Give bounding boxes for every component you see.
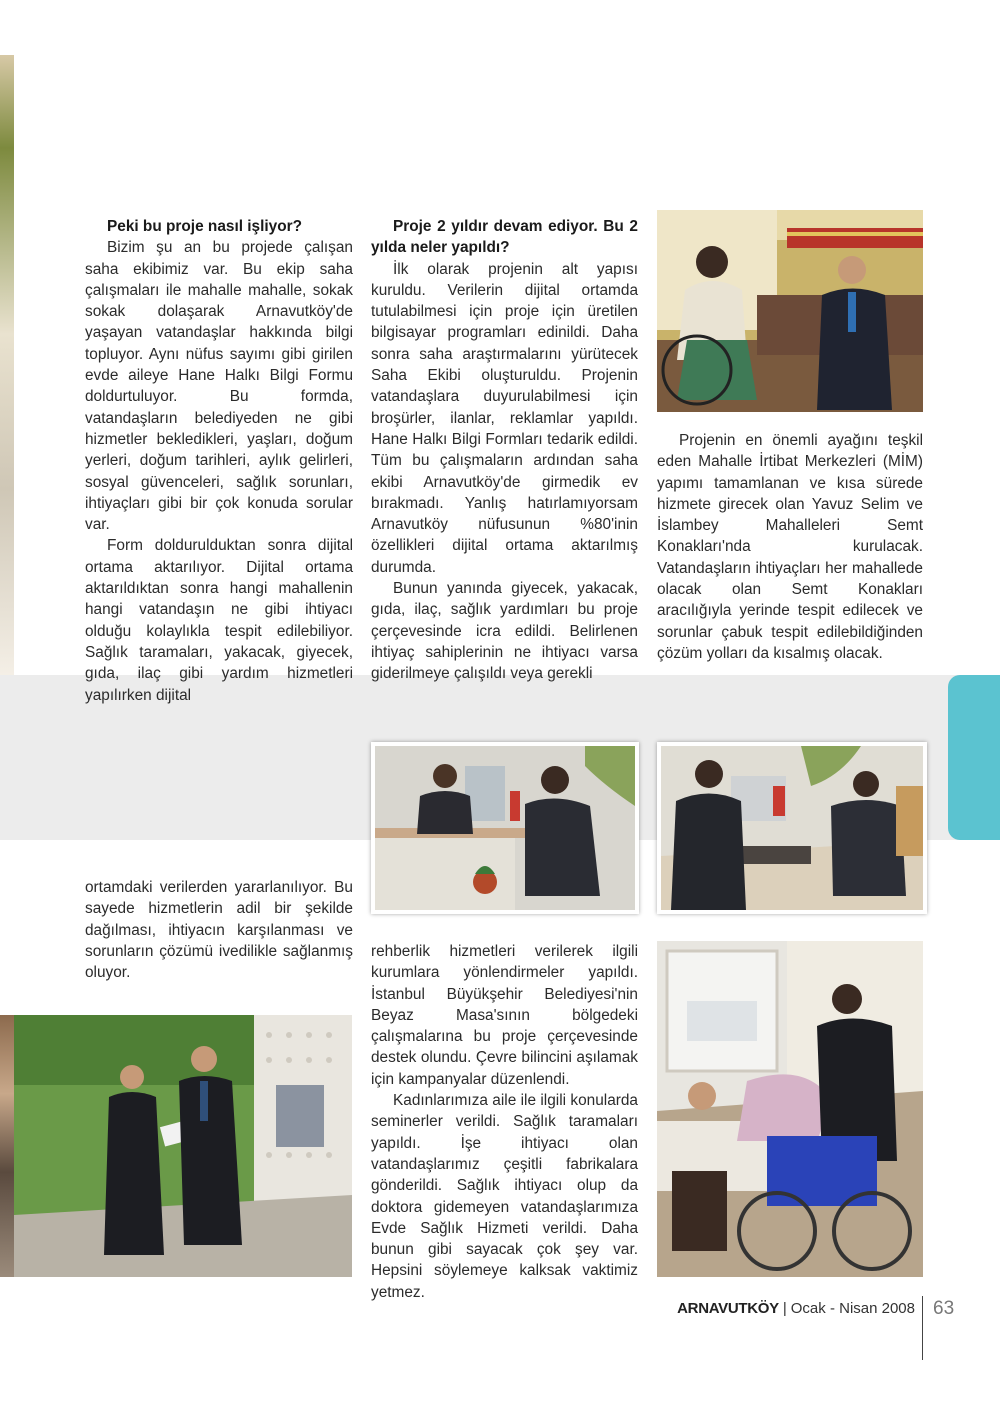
magazine-brand: ARNAVUTKÖY xyxy=(677,1300,779,1317)
paragraph: rehberlik hizmetleri verilerek ilgili kurumlara yönlendirmeler yapıldı. İstanbul Büyükşehir Belediyesi'nin Beyaz Masa'sının bölgedeki çalışmalarına bu proje çerçevesinde destek olundu. Çevre bilincini aşılamak için kampanyalar düzenlendi. xyxy=(371,943,638,1088)
column-3-text xyxy=(657,430,923,664)
footer-separator: | xyxy=(782,1300,787,1317)
paragraph: Form doldurulduktan sonra dijital ortama aktarılıyor. Dijital ortama aktarıldıktan sonra hangi mahallenin hangi vatandaşın ne gibi ihtiyacı olduğu kolaylıkla tespit edilebiliyor. Sağlık taramaları, yakacak, giyecek, gıda, ilaç gibi yardım hizmetleri yapılırken dijital xyxy=(85,537,353,704)
paragraph: Projenin en önemli ayağını teşkil eden Mahalle İrtibat Merkezleri (MİM) yapımı tamamlanan ve kısa sürede hizmete girecek olan Yavuz Selim ve İslambey Mahalleleri Semt Konakları'nda kurulacak. Vatandaşların ihtiyaçları her mahallede olacak olan Semt Konakları aracılığıyla yerinde tespit edilecek ve sorunlar çabuk tespit edilebildiğinden çözüm yolları da kısalmış olacak. xyxy=(657,432,923,662)
footer-divider xyxy=(922,1296,923,1360)
paragraph: Bizim şu an bu projede çalışan saha ekibimiz var. Bu ekip saha çalışmaları ile mahalle mahalle, sokak sokak dolaşarak Arnavutköy'de yaşayan vatandaşlar hakkında bilgi topluyor. Aynı nüfus sayımı gibi girilen evde aileye Hane Halkı Bilgi Formu doldurtuluyor. Bu formda, vatandaşların belediyeden ne gibi hizmetler bekledikleri, yaşları, doğum yerleri, doğum tarihleri, aylık gelirleri, sosyal güvenceleri, sağlık sorunları, ihtiyaçları gibi bir çok konuda sorular var. xyxy=(85,239,353,534)
paragraph: Bunun yanında giyecek, yakacak, gıda, ilaç, sağlık yardımları bu proje çerçevesinde icra edildi. Belirlenen ihtiyaç sahiplerinin ne ihtiyacı varsa giderilmeye çalışıldı veya gerekli xyxy=(371,580,638,683)
photo-outdoor-survey xyxy=(14,1015,352,1277)
column-2-lower xyxy=(371,941,638,1303)
photo-wheelchair-visit xyxy=(657,210,923,412)
paragraph: Kadınlarımıza aile ile ilgili konularda seminerler verildi. Sağlık taramaları yapıldı. İşe ihtiyacı olan vatandaşlarımız çeşitli fabrikalara gönderildi. Sağlık ihtiyacı olup da doktora gidemeyen vatandaşlarımıza Evde Sağlık Hizmeti verildi. Daha bunun gibi sayacak çok şey var. Hepsini söylemeye kalksak vaktimiz yetmez. xyxy=(371,1092,638,1301)
section-heading: Peki bu proje nasıl işliyor? xyxy=(107,218,303,235)
page-number: 63 xyxy=(933,1298,955,1319)
left-edge-photo-strip-lower xyxy=(0,1015,14,1277)
column-2-upper xyxy=(371,216,638,685)
photo-wheelchair-delivery xyxy=(657,941,923,1277)
paragraph: İlk olarak projenin alt yapısı kuruldu. Verilerin dijital ortamda tutulabilmesi için proje için üretilen bilgisayar programları edinildi. Daha sonra saha araştırmalarını yürütecek Saha Ekibi oluşturuldu. Projenin vatandaşlara duyurulabilmesi için broşürler, ilanlar, reklamlar yapıldı. Hane Halkı Bilgi Formları tedarik edildi. Tüm bu çalışmaların ardından saha ekibi Arnavutköy'de girmedik ev bırakmadı. Yanlış hatırlamıyorsam Arnavutköy nüfusunun %80'inin özellikleri dijital ortama aktarılmış durumda. xyxy=(371,260,638,576)
column-1-upper xyxy=(85,216,353,706)
page-footer xyxy=(560,1300,915,1317)
section-heading: Proje 2 yıldır devam ediyor. Bu 2 yılda neler yapıldı? xyxy=(371,218,638,257)
column-1-lower xyxy=(85,877,353,983)
photo-office-meeting-2 xyxy=(657,742,927,914)
issue-date: Ocak - Nisan 2008 xyxy=(790,1300,915,1317)
section-tab xyxy=(948,675,1000,840)
photo-office-meeting-1 xyxy=(371,742,639,914)
paragraph: ortamdaki verilerden yararlanılıyor. Bu sayede hizmetlerin adil bir şekilde dağılması, ihtiyacın karşılanması ve sorunların çözümü ivedilikle sağlanmış oluyor. xyxy=(85,879,353,982)
left-edge-photo-strip xyxy=(0,55,14,675)
